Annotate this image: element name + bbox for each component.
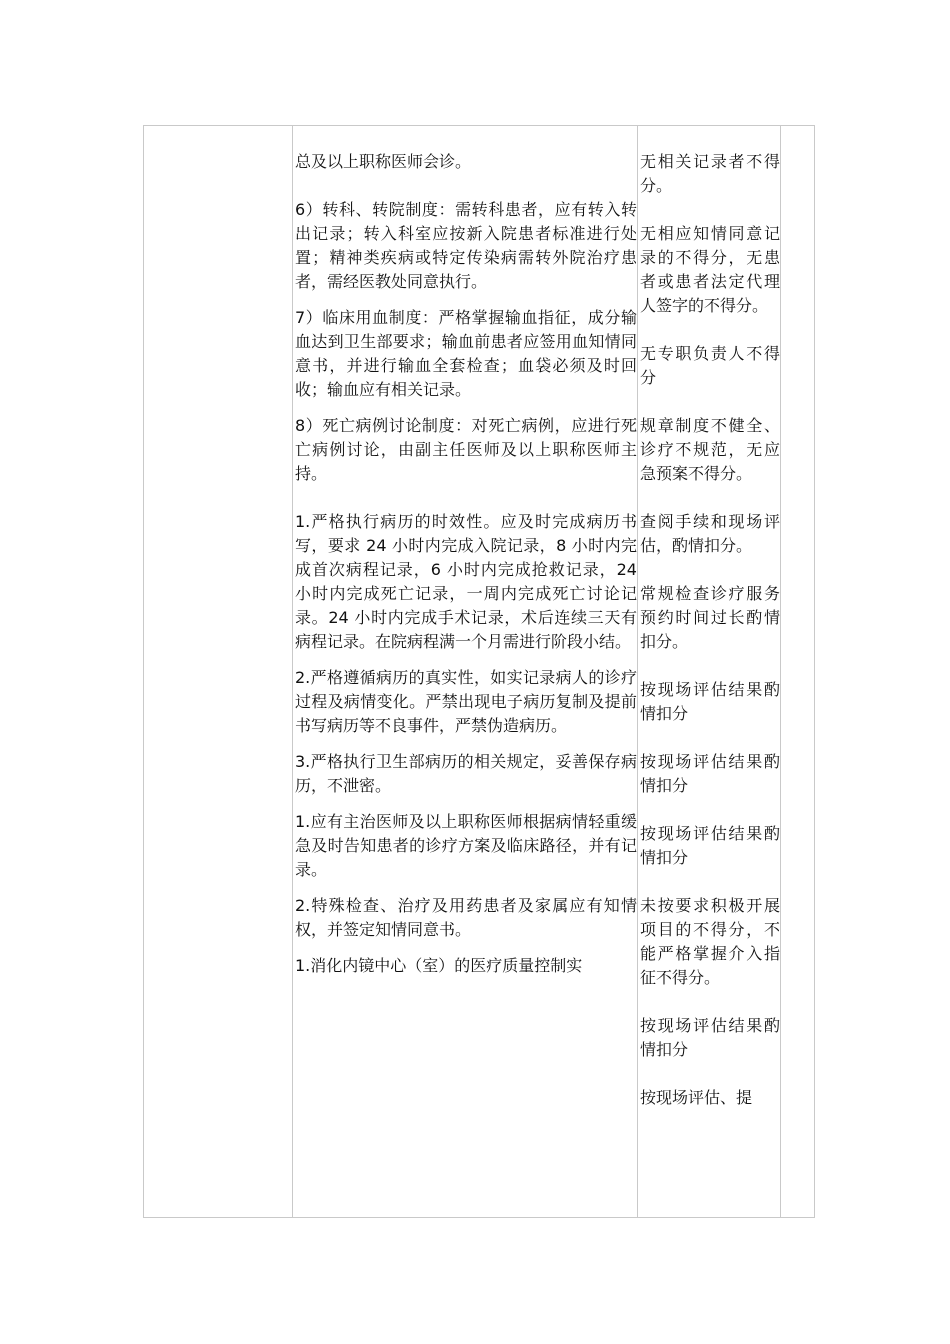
criteria-paragraph: 常规检查诊疗服务预约时间过长酌情扣分。 (640, 584, 780, 651)
content-paragraph: 7）临床用血制度：严格掌握输血指征，成分输血达到卫生部要求；输血前患者应签用血知情同意书，并进行输血全套检查；血袋必须及时回收；输血应有相关记录。 (295, 308, 637, 399)
criteria-paragraph: 按现场评估结果酌情扣分 (640, 1016, 780, 1059)
content-paragraph: 1.消化内镜中心（室）的医疗质量控制实 (295, 956, 583, 975)
content-paragraph: 3.严格执行卫生部病历的相关规定，妥善保存病历，不泄密。 (295, 752, 637, 795)
content-paragraph: 8）死亡病例讨论制度：对死亡病例，应进行死亡病例讨论，由副主任医师及以上职称医师主持。 (295, 416, 637, 483)
criteria-paragraph: 无专职负责人不得分 (640, 344, 780, 387)
criteria-paragraph: 查阅手续和现场评估，酌情扣分。 (640, 512, 780, 555)
content-paragraph: 1.应有主治医师及以上职称医师根据病情轻重缓急及时告知患者的诊疗方案及临床路径，并有记录。 (295, 812, 637, 879)
criteria-paragraph: 按现场评估结果酌情扣分 (640, 824, 780, 867)
criteria-paragraph: 规章制度不健全、诊疗不规范，无应急预案不得分。 (640, 416, 780, 483)
criteria-paragraph: 无相关记录者不得分。 (640, 152, 780, 195)
content-paragraph: 1.严格执行病历的时效性。应及时完成病历书写，要求 24 小时内完成入院记录，8 小时内完成首次病程记录，6 小时内完成抢救记录，24 小时内完成死亡记录，一周内完成死亡讨论记录。24 小时内完成手术记录，术后连续三天有病程记录。在院病程满一个月需进行阶段小结。 (295, 512, 637, 651)
column-divider-3 (780, 126, 781, 1217)
criteria-paragraph: 按现场评估结果酌情扣分 (640, 680, 780, 723)
column-divider-1 (292, 126, 293, 1217)
criteria-paragraph: 无相应知情同意记录的不得分，无患者或患者法定代理人签字的不得分。 (640, 224, 780, 315)
content-column (295, 150, 637, 1217)
column-divider-2 (637, 126, 638, 1217)
evaluation-table (143, 125, 815, 1218)
content-paragraph: 总及以上职称医师会诊。 (295, 152, 472, 171)
criteria-paragraph: 按现场评估、提 (640, 1088, 753, 1107)
content-paragraph: 6）转科、转院制度：需转科患者，应有转入转出记录；转入科室应按新入院患者标准进行处置；精神类疾病或特定传染病需转外院治疗患者，需经医教处同意执行。 (295, 200, 637, 291)
content-paragraph: 2.特殊检查、治疗及用药患者及家属应有知情权，并签定知情同意书。 (295, 896, 637, 939)
criteria-paragraph: 未按要求积极开展项目的不得分，不能严格掌握介入指征不得分。 (640, 896, 780, 987)
criteria-paragraph: 按现场评估结果酌情扣分 (640, 752, 780, 795)
criteria-column (640, 150, 780, 1217)
content-paragraph: 2.严格遵循病历的真实性，如实记录病人的诊疗过程及病情变化。严禁出现电子病历复制及提前书写病历等不良事件，严禁伪造病历。 (295, 668, 637, 735)
